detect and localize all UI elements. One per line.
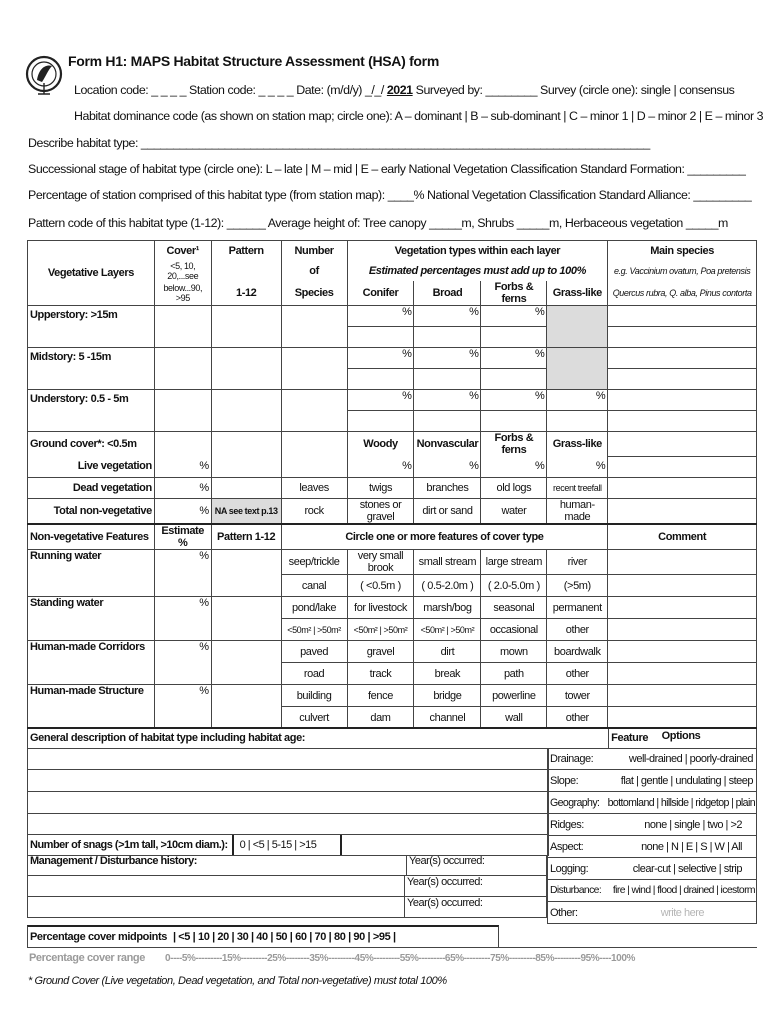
broad-cell[interactable] bbox=[414, 327, 481, 348]
twigs-option[interactable]: twigs bbox=[347, 477, 414, 498]
pattern-cell[interactable] bbox=[211, 456, 281, 477]
management-label: Management / Disturbance history: bbox=[28, 855, 407, 875]
header-pattern: Pattern bbox=[211, 241, 281, 262]
survey-fields[interactable]: Surveyed by: ________ Survey (circle one): single | consensus bbox=[415, 83, 735, 97]
header-features: Non-vegetative Features bbox=[28, 524, 155, 550]
description-lines[interactable] bbox=[27, 748, 549, 834]
describe-line[interactable]: Describe habitat type: _______________________________________________________________________________ bbox=[28, 136, 650, 150]
species-cell[interactable] bbox=[281, 348, 347, 390]
broad-cell[interactable] bbox=[414, 369, 481, 390]
main-species-cell[interactable] bbox=[608, 369, 757, 390]
footnote: * Ground Cover (Live vegetation, Dead vegetation, and Total non-vegetative) must total 100% bbox=[28, 975, 447, 987]
row-upperstory: Upperstory: >15m bbox=[28, 306, 155, 348]
header-main-sub1: e.g. Vaccinium ovatum, Poa pretensis bbox=[608, 261, 757, 281]
pattern-line[interactable]: Pattern code of this habitat type (1-12): ______ Average height of: Tree canopy _____m, Shrubs _____m, Herbaceous vegetation _____m bbox=[28, 216, 728, 230]
year-occurred[interactable]: Year(s) occurred: bbox=[409, 855, 485, 867]
grass-label: Grass-like bbox=[547, 432, 608, 457]
year: 2021 bbox=[386, 83, 413, 97]
option[interactable]: road bbox=[281, 663, 347, 685]
comment-cell[interactable] bbox=[608, 575, 757, 597]
header-of: of bbox=[281, 261, 347, 281]
feature-corridors: Human-made Corridors bbox=[28, 641, 155, 685]
feature-structure: Human-made Structure bbox=[28, 685, 155, 729]
header-estimate: Estimate % bbox=[154, 524, 211, 550]
option[interactable]: powerline bbox=[481, 685, 547, 707]
forbs-pct[interactable]: % bbox=[481, 456, 547, 477]
forbs-pct[interactable]: % bbox=[481, 306, 547, 327]
feature-row[interactable] bbox=[547, 836, 757, 858]
cover-cell[interactable] bbox=[154, 306, 211, 348]
pattern-cell[interactable] bbox=[211, 685, 281, 729]
grass-pct[interactable]: % bbox=[547, 390, 608, 411]
forbs-label: Forbs & ferns bbox=[481, 432, 547, 457]
location-line bbox=[74, 83, 734, 97]
comment-cell[interactable] bbox=[608, 685, 757, 707]
na-see-text: NA see text p.13 bbox=[211, 498, 281, 523]
feature-options[interactable]: none | N | E | S | W | All bbox=[641, 840, 742, 853]
option[interactable]: other bbox=[547, 663, 608, 685]
cover-cell[interactable] bbox=[154, 432, 211, 457]
year-occurred[interactable]: Year(s) occurred: bbox=[407, 897, 483, 909]
rock-option[interactable]: rock bbox=[281, 498, 347, 523]
estimate-pct[interactable]: % bbox=[154, 685, 211, 729]
option[interactable]: dirt bbox=[414, 641, 481, 663]
feature-options[interactable]: fire | wind | flood | drained | icestorm bbox=[612, 885, 755, 896]
comment-cell[interactable] bbox=[608, 619, 757, 641]
management-row[interactable] bbox=[27, 855, 547, 876]
range-values: 0----5%---------15%---------25%--------35%---------45%---------55%---------65%---------75%---------85%---------95%----100% bbox=[165, 952, 635, 964]
conifer-cell[interactable] bbox=[347, 327, 414, 348]
main-species-cell[interactable] bbox=[608, 498, 757, 523]
header-broad: Broad bbox=[414, 281, 481, 306]
option[interactable]: wall bbox=[481, 707, 547, 729]
header-cover-sub2: below...90, >95 bbox=[154, 281, 211, 306]
feature-row[interactable] bbox=[547, 748, 757, 770]
option[interactable]: paved bbox=[281, 641, 347, 663]
header-circle: Circle one or more features of cover type bbox=[281, 524, 608, 550]
main-species-cell[interactable] bbox=[608, 432, 757, 457]
header-vegetation-types: Vegetation types within each layer bbox=[347, 241, 608, 262]
pattern-cell[interactable] bbox=[211, 348, 281, 390]
stones-option[interactable]: stones or gravel bbox=[347, 498, 414, 523]
feature-row[interactable] bbox=[547, 880, 757, 902]
grass-shaded bbox=[547, 306, 608, 348]
feature-options[interactable]: clear-cut | selective | strip bbox=[632, 862, 742, 875]
option[interactable]: canal bbox=[281, 575, 347, 597]
option[interactable]: building bbox=[281, 685, 347, 707]
feature-options[interactable]: bottomland | hillside | ridgetop | plain bbox=[607, 796, 755, 809]
row-total-nonvegetative: Total non-vegetative bbox=[28, 498, 155, 523]
feature-label: Geography: bbox=[550, 796, 600, 809]
broad-cell[interactable] bbox=[414, 411, 481, 432]
comment-cell[interactable] bbox=[608, 707, 757, 729]
row-live-vegetation: Live vegetation bbox=[28, 456, 155, 477]
option[interactable]: tower bbox=[547, 685, 608, 707]
option[interactable]: river bbox=[547, 550, 608, 575]
conifer-pct[interactable]: % bbox=[347, 306, 414, 327]
conifer-cell[interactable] bbox=[347, 369, 414, 390]
conifer-cell[interactable] bbox=[347, 411, 414, 432]
options-header: Options bbox=[661, 730, 701, 742]
running-water-group bbox=[28, 550, 757, 597]
live-cover-pct[interactable]: % bbox=[154, 456, 211, 477]
option[interactable]: <50m² | >50m² bbox=[414, 619, 481, 641]
vegetation-table bbox=[27, 240, 757, 524]
pattern-cell[interactable] bbox=[211, 641, 281, 685]
old-logs-option[interactable]: old logs bbox=[481, 477, 547, 498]
comment-cell[interactable] bbox=[608, 550, 757, 575]
header-species: Species bbox=[281, 281, 347, 306]
forbs-cell[interactable] bbox=[481, 369, 547, 390]
header-cover-sub1: <5, 10, 20,...see bbox=[154, 261, 211, 281]
option[interactable]: other bbox=[547, 707, 608, 729]
conifer-pct[interactable]: % bbox=[347, 390, 414, 411]
year-occurred[interactable]: Year(s) occurred: bbox=[407, 876, 483, 888]
header-main-species: Main species bbox=[608, 241, 757, 262]
feature-options[interactable]: well-drained | poorly-drained bbox=[628, 752, 753, 765]
main-species-cell[interactable] bbox=[608, 327, 757, 348]
nonveg-table bbox=[27, 523, 757, 729]
header-forbs: Forbs & ferns bbox=[481, 281, 547, 306]
percentage-line[interactable]: Percentage of station comprised of this habitat type (from station map): ____% National Vegetation Classification Standard Alliance: _________ bbox=[28, 188, 752, 202]
option[interactable]: <50m² | >50m² bbox=[347, 619, 414, 641]
option[interactable]: seasonal bbox=[481, 597, 547, 619]
feature-row[interactable] bbox=[547, 770, 757, 792]
option[interactable]: very small brook bbox=[347, 550, 414, 575]
header-cover: Cover¹ bbox=[154, 241, 211, 262]
option[interactable]: for livestock bbox=[347, 597, 414, 619]
header-pattern-112: Pattern 1-12 bbox=[211, 524, 281, 550]
pattern-cell[interactable] bbox=[211, 306, 281, 348]
feature-options[interactable]: none | single | two | >2 bbox=[644, 818, 742, 831]
feature-options-list bbox=[547, 748, 757, 924]
pattern-cell[interactable] bbox=[211, 550, 281, 597]
branches-option[interactable]: branches bbox=[414, 477, 481, 498]
forbs-pct[interactable]: % bbox=[481, 348, 547, 369]
pattern-cell[interactable] bbox=[211, 390, 281, 432]
recent-treefall-option[interactable]: recent treefall bbox=[547, 477, 608, 498]
row-ground-cover: Ground cover*: <0.5m bbox=[28, 432, 155, 457]
feature-options[interactable]: flat | gentle | undulating | steep bbox=[620, 774, 753, 787]
option[interactable]: culvert bbox=[281, 707, 347, 729]
option[interactable]: break bbox=[414, 663, 481, 685]
dominance-line[interactable]: Habitat dominance code (as shown on station map; circle one): A – dominant | B – sub-dominant | C – minor 1 | D – minor 2 | E – minor 3 bbox=[74, 109, 764, 123]
general-description-label: General description of habitat type including habitat age: bbox=[28, 728, 609, 748]
header-conifer: Conifer bbox=[347, 281, 414, 306]
comment-cell[interactable] bbox=[608, 597, 757, 619]
header-types-sub: Estimated percentages must add up to 100% bbox=[347, 261, 608, 281]
row-midstory: Midstory: 5 -15m bbox=[28, 348, 155, 390]
option[interactable]: ( 2.0-5.0m ) bbox=[481, 575, 547, 597]
option[interactable]: gravel bbox=[347, 641, 414, 663]
header-grass: Grass-like bbox=[547, 281, 608, 306]
grass-pct[interactable]: % bbox=[547, 456, 608, 477]
species-cell[interactable] bbox=[281, 390, 347, 432]
option[interactable]: channel bbox=[414, 707, 481, 729]
option[interactable]: mown bbox=[481, 641, 547, 663]
pattern-cell[interactable] bbox=[211, 432, 281, 457]
row-dead-vegetation: Dead vegetation bbox=[28, 477, 155, 498]
feature-row[interactable] bbox=[547, 858, 757, 880]
species-cell[interactable] bbox=[281, 456, 347, 477]
header-main-sub2: Quercus rubra, Q. alba, Pinus contorta bbox=[608, 281, 757, 306]
feature-standing-water: Standing water bbox=[28, 597, 155, 641]
main-species-cell[interactable] bbox=[608, 306, 757, 327]
pattern-cell[interactable] bbox=[211, 597, 281, 641]
species-cell[interactable] bbox=[281, 306, 347, 348]
main-species-cell[interactable] bbox=[608, 390, 757, 411]
nonvascular-pct[interactable]: % bbox=[414, 456, 481, 477]
header-pattern-blank bbox=[211, 261, 281, 281]
grass-shaded bbox=[547, 348, 608, 390]
feature-label: Logging: bbox=[550, 862, 589, 875]
pattern-cell[interactable] bbox=[211, 477, 281, 498]
option[interactable]: dam bbox=[347, 707, 414, 729]
human-made-option[interactable]: human-made bbox=[547, 498, 608, 523]
maps-bird-logo-icon bbox=[24, 50, 64, 118]
option[interactable]: ( <0.5m ) bbox=[347, 575, 414, 597]
dead-cover-pct[interactable]: % bbox=[154, 477, 211, 498]
snags-label: Number of snags (>1m tall, >10cm diam.): bbox=[28, 835, 234, 855]
feature-row[interactable] bbox=[547, 792, 757, 814]
grass-cell[interactable] bbox=[547, 411, 608, 432]
feature-label: Slope: bbox=[550, 774, 579, 787]
estimate-pct[interactable]: % bbox=[154, 550, 211, 597]
location-fields[interactable]: Location code: _ _ _ _ Station code: _ _ _ _ Date: (m/d/y) _/_/ bbox=[74, 83, 384, 97]
main-species-cell[interactable] bbox=[608, 348, 757, 369]
management-row[interactable] bbox=[27, 897, 547, 918]
range-label: Percentage cover range bbox=[29, 952, 145, 964]
option[interactable]: (>5m) bbox=[547, 575, 608, 597]
total-nv-pct[interactable]: % bbox=[154, 498, 211, 523]
option[interactable]: seep/trickle bbox=[281, 550, 347, 575]
option[interactable]: large stream bbox=[481, 550, 547, 575]
option[interactable]: fence bbox=[347, 685, 414, 707]
option[interactable]: <50m² | >50m² bbox=[281, 619, 347, 641]
header-pattern-sub: 1-12 bbox=[211, 281, 281, 306]
species-cell[interactable] bbox=[281, 432, 347, 457]
broad-pct[interactable]: % bbox=[414, 306, 481, 327]
header-comment: Comment bbox=[608, 524, 757, 550]
option[interactable]: small stream bbox=[414, 550, 481, 575]
feature-running-water: Running water bbox=[28, 550, 155, 597]
range-row bbox=[27, 947, 757, 968]
conifer-pct[interactable]: % bbox=[347, 348, 414, 369]
estimate-pct[interactable]: % bbox=[154, 597, 211, 641]
broad-pct[interactable]: % bbox=[414, 390, 481, 411]
header-vegetative-layers: Vegetative Layers bbox=[28, 241, 155, 306]
option[interactable]: other bbox=[547, 619, 608, 641]
option[interactable]: occasional bbox=[481, 619, 547, 641]
feature-header: Feature bbox=[609, 728, 757, 748]
form-title: Form H1: MAPS Habitat Structure Assessment (HSA) form bbox=[68, 53, 439, 69]
feature-row[interactable] bbox=[547, 902, 757, 924]
main-species-cell[interactable] bbox=[608, 411, 757, 432]
water-option[interactable]: water bbox=[481, 498, 547, 523]
feature-options[interactable]: write here bbox=[660, 906, 704, 919]
option[interactable]: permanent bbox=[547, 597, 608, 619]
woody-label: Woody bbox=[347, 432, 414, 457]
option[interactable]: ( 0.5-2.0m ) bbox=[414, 575, 481, 597]
comment-cell[interactable] bbox=[608, 641, 757, 663]
option[interactable]: pond/lake bbox=[281, 597, 347, 619]
snags-options[interactable]: 0 | <5 | 5-15 | >15 bbox=[234, 835, 342, 855]
midpoints-label: Percentage cover midpoints bbox=[30, 931, 167, 943]
cover-cell[interactable] bbox=[154, 390, 211, 432]
feature-label: Disturbance: bbox=[550, 885, 602, 896]
feature-label: Other: bbox=[550, 906, 578, 919]
header-number: Number bbox=[281, 241, 347, 262]
leaves-option[interactable]: leaves bbox=[281, 477, 347, 498]
dirt-sand-option[interactable]: dirt or sand bbox=[414, 498, 481, 523]
forbs-cell[interactable] bbox=[481, 411, 547, 432]
feature-label: Aspect: bbox=[550, 840, 584, 853]
option[interactable]: track bbox=[347, 663, 414, 685]
comment-cell[interactable] bbox=[608, 663, 757, 685]
woody-pct[interactable]: % bbox=[347, 456, 414, 477]
successional-line[interactable]: Successional stage of habitat type (circle one): L – late | M – mid | E – early National Vegetation Classification Standard Formation: _________ bbox=[28, 162, 746, 176]
feature-label: Drainage: bbox=[550, 752, 594, 765]
midpoints-values: | <5 | 10 | 20 | 30 | 40 | 50 | 60 | 70 | 80 | 90 | >95 | bbox=[172, 931, 396, 943]
general-table bbox=[27, 727, 757, 749]
forbs-pct[interactable]: % bbox=[481, 390, 547, 411]
feature-row[interactable] bbox=[547, 814, 757, 836]
midpoints-row bbox=[27, 925, 499, 948]
snags-row bbox=[27, 834, 549, 856]
management-area bbox=[27, 855, 547, 918]
main-species-cell[interactable] bbox=[608, 456, 757, 477]
option[interactable]: bridge bbox=[414, 685, 481, 707]
option[interactable]: path bbox=[481, 663, 547, 685]
management-blank[interactable] bbox=[28, 897, 405, 917]
row-understory: Understory: 0.5 - 5m bbox=[28, 390, 155, 432]
option[interactable]: boardwalk bbox=[547, 641, 608, 663]
management-row[interactable] bbox=[27, 876, 547, 897]
broad-pct[interactable]: % bbox=[414, 348, 481, 369]
cover-cell[interactable] bbox=[154, 348, 211, 390]
estimate-pct[interactable]: % bbox=[154, 641, 211, 685]
feature-label: Ridges: bbox=[550, 818, 584, 831]
option[interactable]: marsh/bog bbox=[414, 597, 481, 619]
nonvascular-label: Nonvascular bbox=[414, 432, 481, 457]
forbs-cell[interactable] bbox=[481, 327, 547, 348]
main-species-cell[interactable] bbox=[608, 477, 757, 498]
management-blank[interactable] bbox=[28, 876, 405, 896]
